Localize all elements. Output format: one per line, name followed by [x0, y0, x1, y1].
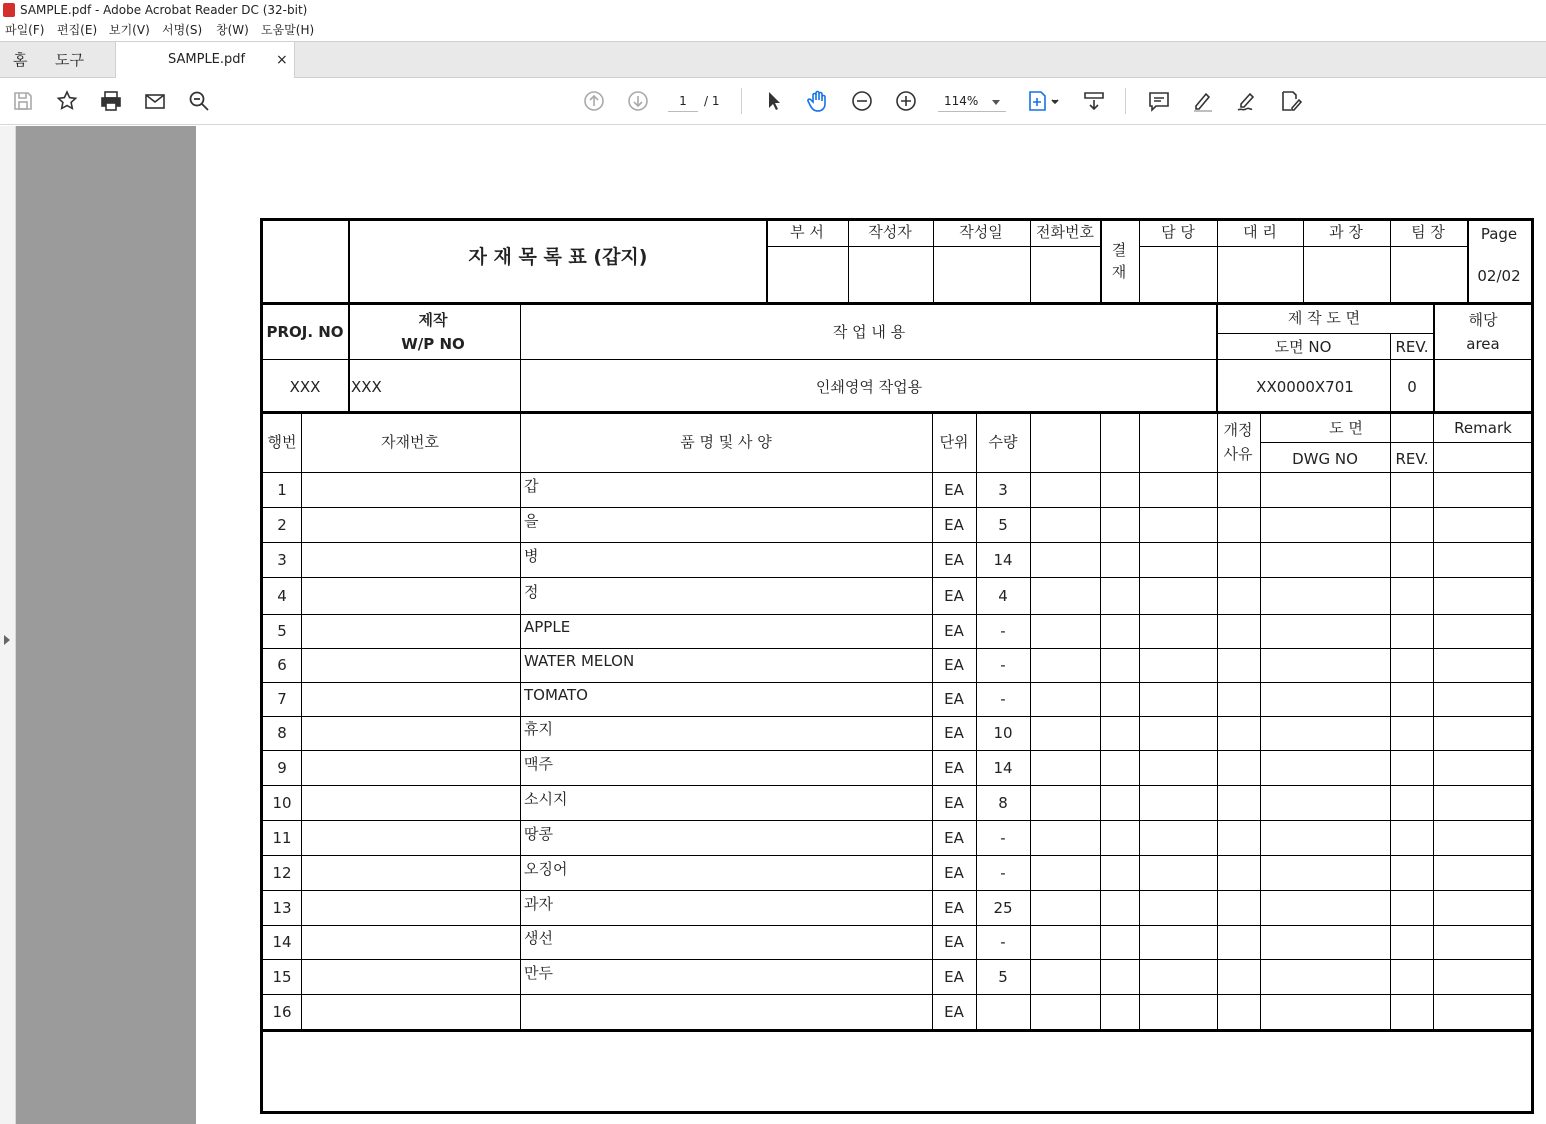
row-unit: EA [944, 864, 964, 882]
rev-label: REV. [1395, 338, 1429, 356]
row-qty: 5 [998, 968, 1008, 986]
bookmark-star-icon[interactable] [54, 88, 80, 114]
work-label: 작 업 내 용 [832, 323, 906, 341]
table-row [263, 507, 1531, 542]
wp-label-2: W/P NO [401, 335, 465, 353]
row-qty: - [1000, 864, 1006, 882]
table-row [263, 820, 1531, 855]
col-remark-header: Remark [1454, 419, 1512, 437]
header-date: 작성일 [959, 223, 1003, 241]
row-number: 6 [277, 656, 287, 674]
col-qty-header: 수량 [988, 433, 1018, 451]
row-number: 13 [272, 899, 292, 917]
wp-label-1: 제작 [418, 311, 448, 329]
area-label-1: 해당 [1468, 311, 1498, 329]
row-item-name: 갑 [524, 477, 539, 495]
tab-document-label: SAMPLE.pdf [168, 52, 246, 67]
sign-header-assistant: 대 리 [1243, 223, 1277, 241]
table-gridline [1030, 246, 1031, 302]
table-gridline [348, 305, 350, 411]
menu-view[interactable]: 보기(V) [109, 23, 150, 37]
row-unit: EA [944, 551, 964, 569]
table-row [263, 785, 1531, 820]
table-gridline [1390, 333, 1391, 411]
row-qty: 4 [998, 587, 1008, 605]
table-row [263, 577, 1531, 614]
table-row [263, 925, 1531, 959]
tab-home[interactable]: 홈 [13, 51, 28, 69]
sign-label-1: 결 [1111, 241, 1127, 259]
scroll-mode-icon[interactable] [1081, 88, 1107, 114]
table-gridline [1217, 221, 1218, 302]
toolbar-divider [741, 88, 742, 114]
table-row [263, 890, 1531, 925]
table-gridline [766, 246, 1100, 247]
row-item-name: TOMATO [524, 686, 588, 704]
expand-arrow-icon [4, 635, 10, 645]
row-unit: EA [944, 656, 964, 674]
table-gridline [1390, 221, 1391, 302]
row-unit: EA [944, 794, 964, 812]
area-label-2: area [1466, 335, 1500, 353]
row-qty: - [1000, 933, 1006, 951]
chevron-down-icon [992, 100, 1000, 105]
save-icon[interactable] [10, 88, 36, 114]
table-row [263, 472, 1531, 507]
table-row [263, 542, 1531, 577]
drawing-rev-value: 0 [1407, 378, 1417, 396]
table-gridline [520, 305, 521, 411]
row-item-name: 정 [524, 583, 539, 601]
menu-edit[interactable]: 편집(E) [57, 23, 98, 37]
table-gridline [1260, 442, 1531, 443]
row-unit: EA [944, 587, 964, 605]
proj-no-label: PROJ. NO [266, 323, 344, 341]
navigation-pane-toggle[interactable] [0, 126, 16, 1124]
table-gridline [1100, 221, 1102, 302]
table-gridline [1139, 246, 1467, 247]
viewer-margin [16, 126, 196, 1124]
row-unit: EA [944, 829, 964, 847]
col-dwg-no-header: DWG NO [1292, 450, 1358, 468]
row-number: 9 [277, 759, 287, 777]
zoom-level-select[interactable] [938, 92, 1006, 112]
row-unit: EA [944, 1003, 964, 1021]
row-number: 7 [277, 690, 287, 708]
comment-icon[interactable] [1146, 88, 1172, 114]
table-row [263, 855, 1531, 890]
table-row [263, 994, 1531, 1029]
row-qty: 8 [998, 794, 1008, 812]
sign-label-2: 재 [1111, 263, 1127, 281]
email-icon[interactable] [142, 88, 168, 114]
header-phone: 전화번호 [1036, 223, 1094, 241]
wp-no-value: XXX [351, 378, 382, 396]
row-item-name: 을 [524, 512, 539, 530]
sign-header-manager: 과 장 [1329, 223, 1363, 241]
table-gridline [348, 221, 350, 302]
table-gridline [263, 302, 1531, 305]
table-gridline [1030, 221, 1031, 246]
row-number: 1 [277, 481, 287, 499]
col-unit-header: 단위 [939, 433, 969, 451]
row-number: 11 [272, 829, 292, 847]
drawing-no-value: XX0000X701 [1256, 378, 1354, 396]
window-title: SAMPLE.pdf - Adobe Acrobat Reader DC (32-bit) [20, 3, 308, 17]
row-item-name: 휴지 [524, 720, 553, 738]
row-item-name: 소시지 [524, 790, 568, 808]
row-number: 10 [272, 794, 292, 812]
page-value: 02/02 [1477, 267, 1521, 285]
tab-tools[interactable]: 도구 [55, 51, 84, 69]
row-item-name: 만두 [524, 964, 553, 982]
row-number: 15 [272, 968, 292, 986]
row-unit: EA [944, 622, 964, 640]
fit-page-icon[interactable] [1026, 88, 1062, 114]
menu-help[interactable]: 도움말(H) [261, 23, 315, 37]
row-qty: 3 [998, 481, 1008, 499]
row-item-name: 땅콩 [524, 825, 553, 843]
header-dept: 부 서 [790, 223, 824, 241]
row-unit: EA [944, 759, 964, 777]
table-gridline [766, 221, 768, 302]
row-unit: EA [944, 899, 964, 917]
row-number: 2 [277, 516, 287, 534]
table-gridline [1216, 333, 1433, 334]
tab-document[interactable] [115, 42, 295, 79]
table-row [263, 614, 1531, 648]
row-item-name: 병 [524, 547, 539, 565]
row-unit: EA [944, 968, 964, 986]
drawing-no-label: 도면 NO [1274, 338, 1332, 356]
sign-pen-icon[interactable] [1234, 88, 1260, 114]
row-number: 8 [277, 724, 287, 742]
row-qty: - [1000, 829, 1006, 847]
row-item-name: 오징어 [524, 860, 568, 878]
row-qty: 5 [998, 516, 1008, 534]
prev-page-icon[interactable] [581, 88, 607, 114]
table-row [263, 682, 1531, 716]
table-row [263, 959, 1531, 994]
pdf-app-icon [3, 3, 15, 17]
row-qty: - [1000, 656, 1006, 674]
tab-close-icon[interactable]: × [276, 52, 288, 68]
col-spec-header: 품 명 및 사 양 [680, 433, 772, 451]
col-rev-header: REV. [1395, 450, 1429, 468]
zoom-in-icon[interactable] [893, 88, 919, 114]
row-number: 3 [277, 551, 287, 569]
zoom-level-value: 114% [944, 94, 979, 108]
next-page-icon[interactable] [625, 88, 651, 114]
sign-header-leader: 팀 장 [1411, 223, 1445, 241]
sign-header-staff: 담 당 [1161, 223, 1195, 241]
title-bar [0, 0, 1546, 20]
pdf-page [196, 126, 1546, 1124]
row-unit: EA [944, 933, 964, 951]
col-row-header: 행번 [267, 433, 297, 451]
edit-pdf-icon[interactable] [1278, 88, 1304, 114]
zoom-out-icon[interactable] [849, 88, 875, 114]
row-item-name: 과자 [524, 895, 553, 913]
table-gridline [1433, 305, 1435, 411]
table-gridline [263, 359, 1531, 360]
table-gridline [263, 411, 1531, 414]
row-qty: 14 [993, 759, 1013, 777]
table-gridline [1467, 221, 1469, 302]
proj-no-value: XXX [289, 378, 321, 396]
row-qty: 10 [993, 724, 1013, 742]
table-gridline [1139, 221, 1140, 302]
row-number: 14 [272, 933, 292, 951]
highlight-pen-icon[interactable] [1190, 88, 1216, 114]
table-gridline [1303, 221, 1304, 302]
row-unit: EA [944, 690, 964, 708]
page-number-input[interactable]: 1 [668, 92, 698, 112]
table-gridline [848, 246, 849, 302]
table-gridline [1216, 305, 1218, 411]
row-qty: 14 [993, 551, 1013, 569]
row-qty: - [1000, 622, 1006, 640]
table-row [263, 716, 1531, 750]
row-item-name: APPLE [524, 618, 571, 636]
row-unit: EA [944, 724, 964, 742]
col-reason-header-2: 사유 [1223, 445, 1253, 463]
toolbar-divider [1125, 88, 1126, 114]
table-gridline [263, 1029, 1531, 1032]
page-total: / 1 [704, 94, 720, 108]
row-item-name: 생선 [524, 929, 553, 947]
col-reason-header-1: 개정 [1223, 421, 1253, 439]
material-list-form [260, 218, 1534, 1114]
col-dwg-header: 도 면 [1329, 419, 1363, 437]
tab-bar [0, 41, 1546, 78]
row-item-name: 맥주 [524, 755, 553, 773]
row-number: 12 [272, 864, 292, 882]
row-qty: - [1000, 690, 1006, 708]
drawing-label: 제 작 도 면 [1287, 309, 1361, 327]
work-content-value: 인쇄영역 작업용 [815, 378, 923, 396]
menu-bar [0, 20, 1546, 41]
search-zoom-icon[interactable] [186, 88, 212, 114]
table-gridline [848, 221, 849, 246]
row-unit: EA [944, 516, 964, 534]
row-item-name: WATER MELON [524, 652, 635, 670]
table-row [263, 750, 1531, 785]
row-unit: EA [944, 481, 964, 499]
hand-tool-icon[interactable] [805, 88, 831, 114]
row-number: 4 [277, 587, 287, 605]
header-author: 작성자 [868, 223, 912, 241]
form-title: 자 재 목 록 표 (갑지) [468, 246, 648, 268]
row-number: 5 [277, 622, 287, 640]
menu-window[interactable]: 창(W) [216, 23, 249, 37]
row-number: 16 [272, 1003, 292, 1021]
page-label: Page [1480, 225, 1518, 243]
select-cursor-icon[interactable] [761, 88, 787, 114]
menu-sign[interactable]: 서명(S) [162, 23, 203, 37]
table-row [263, 648, 1531, 682]
col-material-no-header: 자재번호 [381, 433, 439, 451]
print-icon[interactable] [98, 88, 124, 114]
row-qty: 25 [993, 899, 1013, 917]
menu-file[interactable]: 파일(F) [5, 23, 45, 37]
table-gridline [933, 221, 934, 246]
toolbar [0, 78, 1546, 125]
table-gridline [933, 246, 934, 302]
